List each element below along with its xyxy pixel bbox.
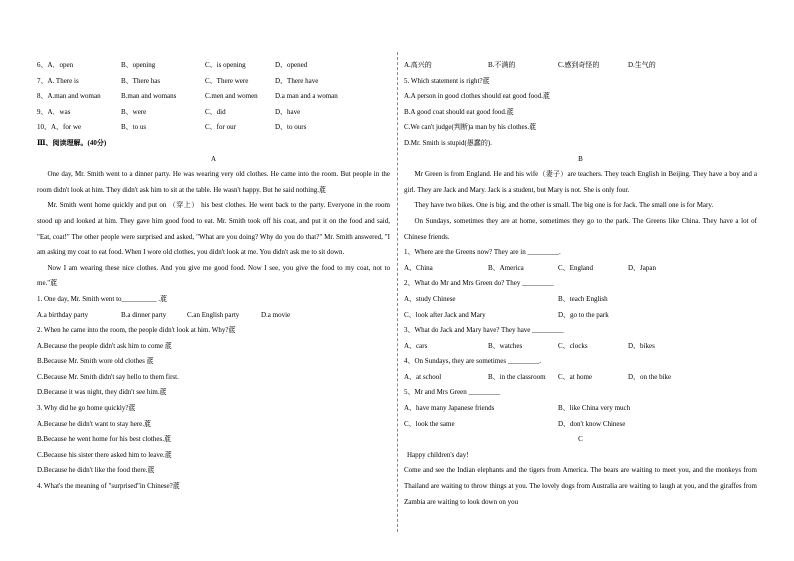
- question-2-option-a: A.Because the people didn't ask him to come 菧: [37, 341, 172, 350]
- question-5-option-c: C.We can't judge(判断)a man by his clothes.菧: [404, 123, 537, 132]
- option-c: C、clocks: [558, 341, 588, 350]
- question-2-option-d: D.Because it was night, they didn't see him.菧: [37, 388, 167, 397]
- question-b1: 1、Where are the Greens now? They are in _________.: [404, 248, 561, 257]
- passage-a-paragraph-3: Now I am wearing these nice clothes. And you give me good food. Now I see, you give the food to my coat, not to me."菧: [37, 263, 390, 288]
- passage-c-paragraph-1: Come and see the Indian elephants and the tigers from America. The bears are waiting to meet you, and the monkeys from Thailand are waiting to throw things at you. The lovely dogs from Australia are waiting to laugh at you, and the giraffes from Zambia are waiting to look down on you: [404, 466, 757, 506]
- question-b2: 2、What do Mr and Mrs Green do? They _________: [404, 279, 554, 288]
- option-a: A.高兴的: [404, 61, 432, 69]
- option-a: 8、A.man and woman: [37, 92, 101, 101]
- question-6-options: [37, 58, 390, 74]
- option-c: C、did: [205, 107, 226, 116]
- option-b: B、watches: [488, 341, 523, 350]
- option-b: B、were: [121, 107, 147, 116]
- question-2: 2. When he came into the room, the people didn't look at him. Why?菧: [37, 326, 236, 335]
- passage-a-title: A: [210, 154, 217, 163]
- question-b5-options-2: [404, 417, 757, 433]
- passage-b-paragraph-3: On Sundays, sometimes they are at home, sometimes they go to the park. The Greens like China. They have a lot of Chinese friends.: [404, 216, 757, 241]
- passage-c-title: C: [578, 435, 583, 444]
- right-column: [404, 58, 757, 510]
- option-a: A、China: [404, 263, 433, 272]
- option-c: C、at home: [558, 372, 593, 381]
- option-a: A、at school: [404, 372, 442, 381]
- question-b4-options: [404, 370, 757, 386]
- option-a: A、cars: [404, 341, 428, 350]
- question-2-option-b: B.Because Mr. Smith wore old clothes 菧: [37, 357, 154, 366]
- option-b: B.man and womans: [121, 92, 177, 101]
- option-d: D、bikes: [628, 341, 655, 350]
- passage-b-paragraph-1: Mr Green is from England. He and his wife（妻子）are teachers. They teach English in Beijing. They have a boy and a girl. They are Jack and Mary. Jack is a student, but Mary is not. She is only four.: [404, 170, 757, 194]
- question-7-options: [37, 74, 390, 90]
- question-3-option-c: C.Because his sister there asked him to leave.菧: [37, 450, 172, 459]
- option-c: C.an English party: [187, 310, 240, 319]
- option-a: A、study Chinese: [404, 294, 456, 303]
- question-2-option-c: C.Because Mr. Smith didn't say hello to them first.: [37, 372, 179, 381]
- question-4: 4. What's the meaning of "surprised"in Chinese?菧: [37, 482, 180, 491]
- option-d: D.生气的: [628, 61, 656, 69]
- option-d: D.a movie: [261, 310, 291, 319]
- question-b3: 3、What do Jack and Mary have? They have _________: [404, 326, 564, 335]
- question-4-options: [404, 58, 757, 74]
- option-b: B、like China very much: [558, 404, 631, 413]
- option-c: C、is opening: [205, 61, 246, 69]
- option-c: C、look after Jack and Mary: [404, 310, 486, 319]
- option-a: 7、A. There is: [37, 76, 79, 85]
- option-d: D、to ours: [275, 123, 307, 132]
- option-d: D.a man and a woman: [275, 92, 338, 101]
- passage-b-paragraph-2: They have two bikes. One is big, and the other is small. The big one is for Jack. The small one is for Mary.: [414, 201, 714, 210]
- passage-c-greeting: Happy children's day!: [407, 450, 469, 459]
- option-b: B、to us: [121, 123, 147, 132]
- option-b: B.不满的: [488, 61, 516, 69]
- question-3-option-d: D.Because he didn't like the food there.菧: [37, 466, 155, 475]
- option-d: D、go to the park: [558, 310, 609, 319]
- option-c: C、England: [558, 263, 593, 272]
- option-d: D、on the bike: [628, 372, 672, 381]
- question-3: 3. Why did he go home quickly?菧: [37, 404, 136, 413]
- option-b: B.a dinner party: [121, 310, 167, 319]
- left-column: [37, 58, 390, 495]
- option-d: D、Japan: [628, 263, 656, 272]
- question-3-option-b: B.Because he went home for his best clothes.菧: [37, 435, 171, 444]
- option-d: D、opened: [275, 61, 308, 69]
- question-1-options: [37, 308, 390, 324]
- question-3-option-a: A.Because he didn't want to stay here.菧: [37, 419, 152, 428]
- question-10-options: [37, 120, 390, 136]
- question-b1-options: [404, 261, 757, 277]
- question-5-option-b: B.A good coat should eat good food.菧: [404, 107, 514, 116]
- passage-a-paragraph-2: Mr. Smith went home quickly and put on （穿上） his best clothes. He went back to the party. Everyone in the room stood up and looked at him. They gave him good food to eat. Mr. Smith took off his coat, and put it on the food and said, "Eat, coat!" The other people were surprised and asked, "What are you doing? Why do you do that?" Mr. Smith answered, "I am asking my coat to eat food. When I wore old clothes, you didn't look at me. You didn't ask me to sit down.: [37, 201, 390, 257]
- question-b5-options: [404, 401, 757, 417]
- question-5-option-d: D.Mr. Smith is stupid(愚蠢的).: [404, 138, 492, 147]
- option-c: C、look the same: [404, 419, 455, 428]
- option-b: B、America: [488, 263, 524, 272]
- option-a: A.a birthday party: [37, 310, 89, 319]
- question-1: 1. One day, Mr. Smith went to__________ .菧: [37, 294, 168, 303]
- option-d: D、have: [275, 107, 301, 116]
- question-b5: 5、Mr and Mrs Green _________: [404, 388, 501, 397]
- option-a: A、have many Japanese friends: [404, 404, 495, 413]
- column-divider: [397, 52, 398, 532]
- question-8-options: [37, 89, 390, 105]
- option-d: D、don't know Chinese: [558, 419, 626, 428]
- option-b: B、There has: [121, 76, 161, 85]
- option-a: 9、A．was: [37, 107, 71, 116]
- option-c: C.感到奇怪的: [558, 61, 600, 69]
- option-c: C.men and women: [205, 92, 258, 101]
- section-heading: Ⅲ、阅读理解。(40分): [37, 138, 107, 147]
- option-a: 10、A、for we: [37, 123, 82, 132]
- option-b: B、teach English: [558, 294, 608, 303]
- option-b: B、opening: [121, 61, 156, 69]
- question-b3-options: [404, 339, 757, 355]
- option-b: B、in the classroom: [488, 372, 546, 381]
- question-5: 5. Which statement is right?菧: [404, 76, 490, 85]
- option-c: C、for our: [205, 123, 236, 132]
- passage-a-paragraph-1: One day, Mr. Smith went to a dinner party. He was wearing very old clothes. He came into the room. But people in the room didn't look at him. They didn't ask him to sit at the table. He wasn't happy. But he said nothing.菧: [37, 170, 390, 194]
- option-a: 6、A．open: [37, 61, 74, 69]
- question-9-options: [37, 105, 390, 121]
- passage-b-title: B: [578, 154, 583, 163]
- question-b4: 4、On Sundays, they are sometimes _________.: [404, 357, 542, 366]
- option-d: D、There have: [275, 76, 319, 85]
- option-c: C、There were: [205, 76, 249, 85]
- question-b2-options-2: [404, 308, 757, 324]
- question-5-option-a: A.A person in good clothes should eat good food.菧: [404, 92, 550, 101]
- question-b2-options: [404, 292, 757, 308]
